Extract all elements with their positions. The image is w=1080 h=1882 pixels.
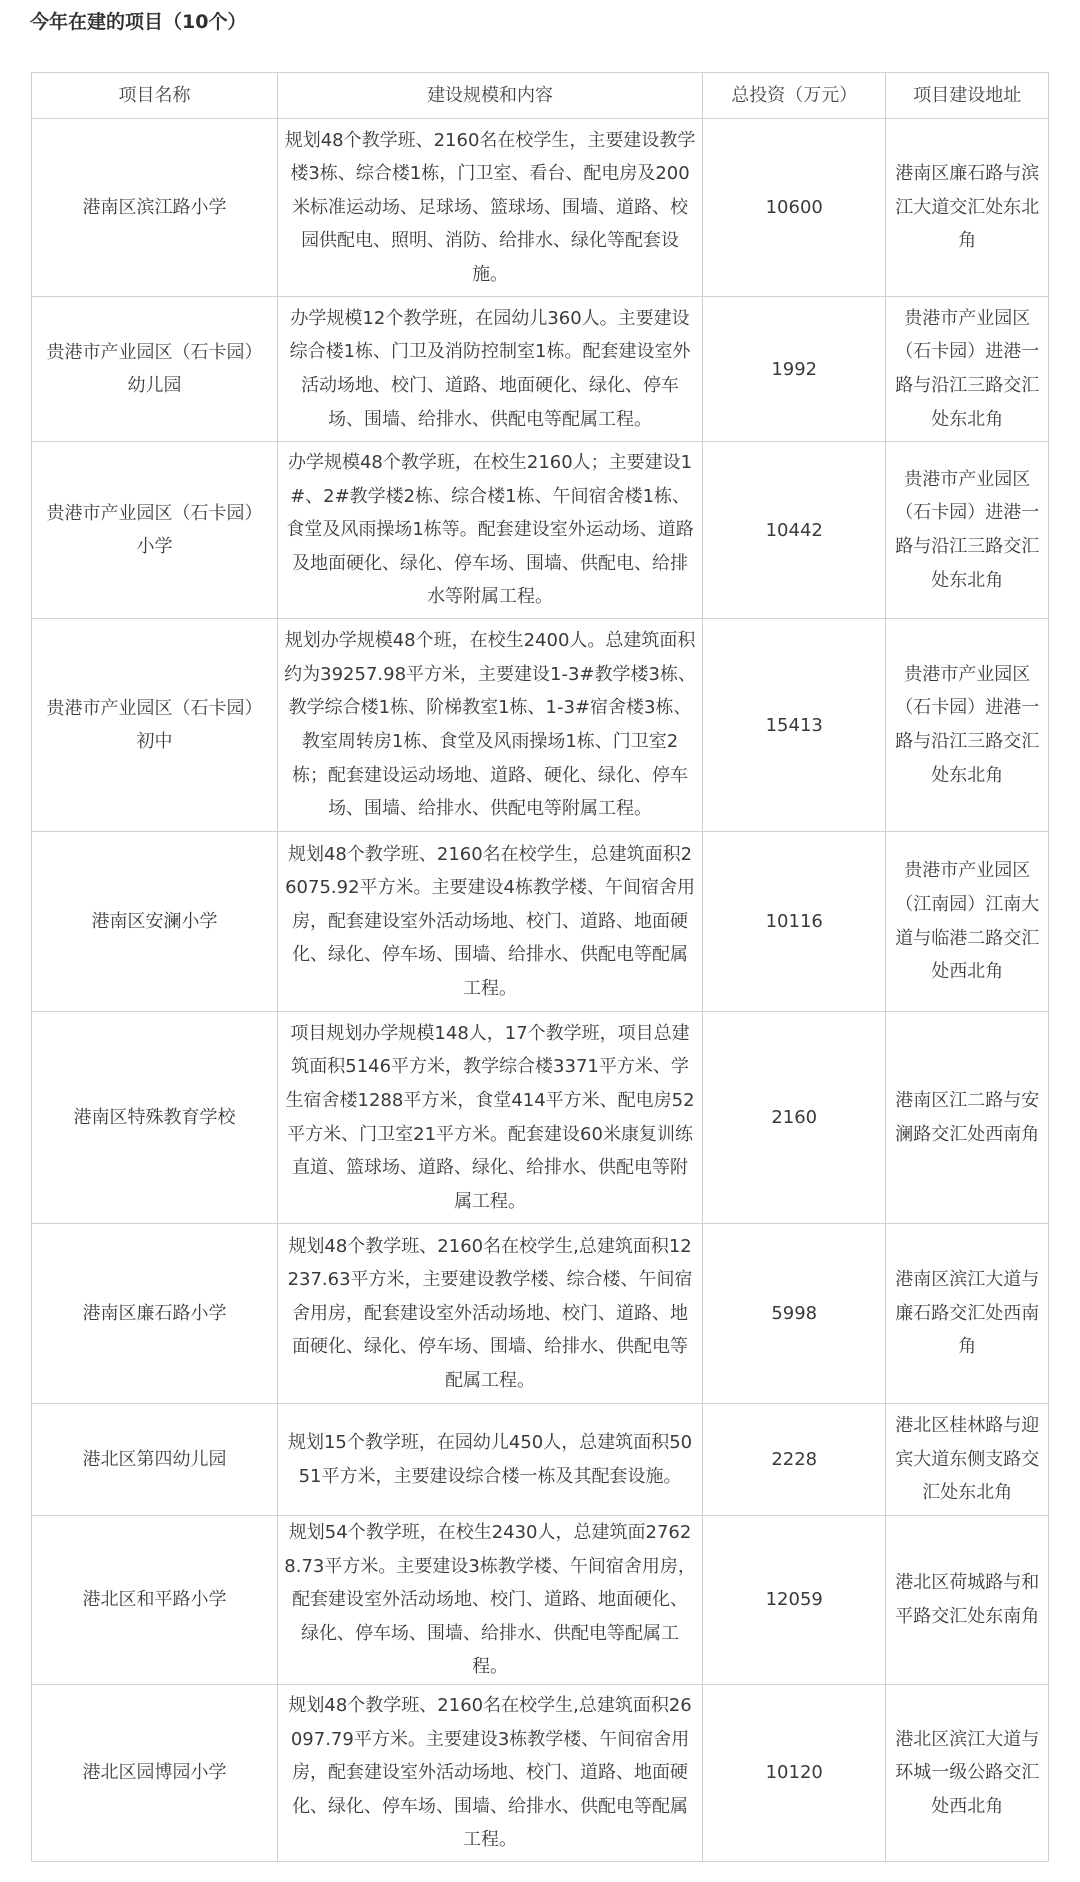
project-investment: 5998	[703, 1224, 886, 1404]
project-investment: 10116	[703, 832, 886, 1012]
project-investment: 2160	[703, 1012, 886, 1224]
table-row	[32, 832, 1049, 1012]
project-name: 贵港市产业园区（石卡园）初中	[32, 619, 278, 832]
project-address: 港北区荷城路与和平路交汇处东南角	[886, 1516, 1049, 1685]
project-scale: 办学规模12个教学班，在园幼儿360人。主要建设综合楼1栋、门卫及消防控制室1栋。配套建设室外活动场地、校门、道路、地面硬化、绿化、停车场、围墙、给排水、供配电等配属工程。	[278, 297, 703, 442]
project-name: 港北区园博园小学	[32, 1684, 278, 1861]
project-name: 港南区滨江路小学	[32, 119, 278, 297]
table-row	[32, 1224, 1049, 1404]
project-investment: 10120	[703, 1684, 886, 1861]
project-name: 港南区安澜小学	[32, 832, 278, 1012]
project-scale: 规划48个教学班、2160名在校学生，总建筑面积26075.92平方米。主要建设4栋教学楼、午间宿舍用房，配套建设室外活动场地、校门、道路、地面硬化、绿化、停车场、围墙、给排水、供配电等配属工程。	[278, 832, 703, 1012]
project-scale: 项目规划办学规模148人，17个教学班，项目总建筑面积5146平方米，教学综合楼3371平方米、学生宿舍楼1288平方米，食堂414平方米、配电房52平方米、门卫室21平方米。配套建设60米康复训练直道、篮球场、道路、绿化、给排水、供配电等附属工程。	[278, 1012, 703, 1224]
project-investment: 1992	[703, 297, 886, 442]
project-scale: 规划48个教学班、2160名在校学生,总建筑面积12237.63平方米，主要建设教学楼、综合楼、午间宿舍用房，配套建设室外活动场地、校门、道路、地面硬化、绿化、停车场、围墙、给排水、供配电等配属工程。	[278, 1224, 703, 1404]
table-header-row	[32, 73, 1049, 119]
project-investment: 10442	[703, 442, 886, 619]
table-row	[32, 619, 1049, 832]
table-row	[32, 119, 1049, 297]
project-address: 港南区江二路与安澜路交汇处西南角	[886, 1012, 1049, 1224]
project-name: 港南区廉石路小学	[32, 1224, 278, 1404]
column-header-address: 项目建设地址	[886, 73, 1049, 119]
project-investment: 2228	[703, 1404, 886, 1516]
project-scale: 规划15个教学班，在园幼儿450人，总建筑面积5051平方米，主要建设综合楼一栋及其配套设施。	[278, 1404, 703, 1516]
project-investment: 10600	[703, 119, 886, 297]
project-address: 贵港市产业园区（江南园）江南大道与临港二路交汇处西北角	[886, 832, 1049, 1012]
table-row	[32, 1404, 1049, 1516]
project-address: 港北区桂林路与迎宾大道东侧支路交汇处东北角	[886, 1404, 1049, 1516]
project-investment: 15413	[703, 619, 886, 832]
table-row	[32, 1684, 1049, 1861]
table-row	[32, 1012, 1049, 1224]
project-name: 港北区第四幼儿园	[32, 1404, 278, 1516]
column-header-scale: 建设规模和内容	[278, 73, 703, 119]
project-name: 贵港市产业园区（石卡园）幼儿园	[32, 297, 278, 442]
project-scale: 规划48个教学班、2160名在校学生，主要建设教学楼3栋、综合楼1栋，门卫室、看台、配电房及200米标准运动场、足球场、篮球场、围墙、道路、校园供配电、照明、消防、给排水、绿化等配套设施。	[278, 119, 703, 297]
project-address: 贵港市产业园区（石卡园）进港一路与沿江三路交汇处东北角	[886, 297, 1049, 442]
page-title: 今年在建的项目（10个）	[30, 11, 247, 33]
table-row	[32, 297, 1049, 442]
project-scale: 规划办学规模48个班，在校生2400人。总建筑面积约为39257.98平方米，主要建设1-3#教学楼3栋、教学综合楼1栋、阶梯教室1栋、1-3#宿舍楼3栋、教室周转房1栋、食堂及风雨操场1栋、门卫室2栋；配套建设运动场地、道路、硬化、绿化、停车场、围墙、给排水、供配电等附属工程。	[278, 619, 703, 832]
project-address: 贵港市产业园区（石卡园）进港一路与沿江三路交汇处东北角	[886, 619, 1049, 832]
project-investment: 12059	[703, 1516, 886, 1685]
projects-table	[31, 72, 1049, 1862]
table-row	[32, 442, 1049, 619]
column-header-name: 项目名称	[32, 73, 278, 119]
column-header-investment: 总投资（万元）	[703, 73, 886, 119]
table-row	[32, 1516, 1049, 1685]
project-scale: 规划54个教学班，在校生2430人，总建筑面27628.73平方米。主要建设3栋教学楼、午间宿舍用房，配套建设室外活动场地、校门、道路、地面硬化、绿化、停车场、围墙、给排水、供配电等配属工程。	[278, 1516, 703, 1685]
project-address: 港南区滨江大道与廉石路交汇处西南角	[886, 1224, 1049, 1404]
project-scale: 规划48个教学班、2160名在校学生,总建筑面积26097.79平方米。主要建设3栋教学楼、午间宿舍用房，配套建设室外活动场地、校门、道路、地面硬化、绿化、停车场、围墙、给排水、供配电等配属工程。	[278, 1684, 703, 1861]
project-name: 贵港市产业园区（石卡园）小学	[32, 442, 278, 619]
project-name: 港北区和平路小学	[32, 1516, 278, 1685]
project-name: 港南区特殊教育学校	[32, 1012, 278, 1224]
project-address: 港南区廉石路与滨江大道交汇处东北角	[886, 119, 1049, 297]
project-scale: 办学规模48个教学班，在校生2160人；主要建设1#、2#教学楼2栋、综合楼1栋、午间宿舍楼1栋、食堂及风雨操场1栋等。配套建设室外运动场、道路及地面硬化、绿化、停车场、围墙、供配电、给排水等附属工程。	[278, 442, 703, 619]
project-address: 港北区滨江大道与环城一级公路交汇处西北角	[886, 1684, 1049, 1861]
project-address: 贵港市产业园区（石卡园）进港一路与沿江三路交汇处东北角	[886, 442, 1049, 619]
